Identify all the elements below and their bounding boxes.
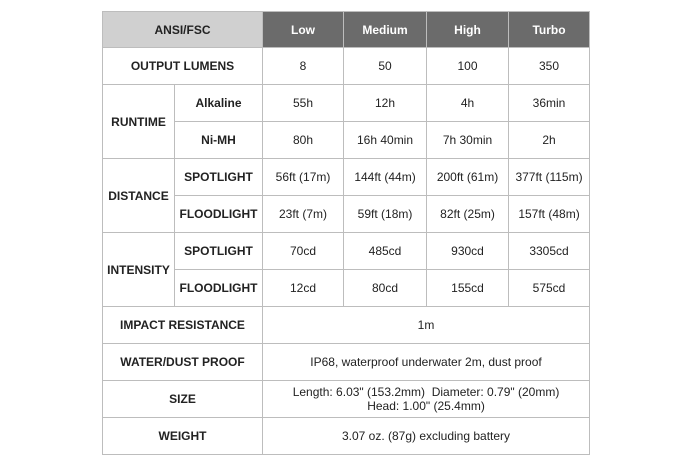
impact-resistance-label: IMPACT RESISTANCE	[103, 307, 263, 344]
intensity-floodlight-label: FLOODLIGHT	[175, 270, 263, 307]
distance-floodlight-turbo: 157ft (48m)	[509, 196, 590, 233]
intensity-floodlight-medium: 80cd	[344, 270, 427, 307]
distance-spotlight-label: SPOTLIGHT	[175, 159, 263, 196]
water-dust-proof-row	[103, 344, 590, 381]
size-label: SIZE	[103, 381, 263, 418]
intensity-spotlight-low: 70cd	[263, 233, 344, 270]
weight-value: 3.07 oz. (87g) excluding battery	[263, 418, 590, 455]
runtime-nimh-row	[103, 122, 590, 159]
mode-header-high: High	[427, 12, 509, 48]
distance-spotlight-low: 56ft (17m)	[263, 159, 344, 196]
intensity-floodlight-row	[103, 270, 590, 307]
runtime-nimh-turbo: 2h	[509, 122, 590, 159]
impact-resistance-value: 1m	[263, 307, 590, 344]
size-head-line: Head: 1.00" (25.4mm)	[367, 399, 485, 413]
mode-header-medium: Medium	[344, 12, 427, 48]
intensity-floodlight-low: 12cd	[263, 270, 344, 307]
runtime-alkaline-low: 55h	[263, 85, 344, 122]
runtime-alkaline-high: 4h	[427, 85, 509, 122]
size-value	[263, 381, 590, 418]
water-dust-proof-value: IP68, waterproof underwater 2m, dust proof	[263, 344, 590, 381]
runtime-nimh-low: 80h	[263, 122, 344, 159]
runtime-nimh-medium: 16h 40min	[344, 122, 427, 159]
distance-spotlight-row	[103, 159, 590, 196]
runtime-nimh-high: 7h 30min	[427, 122, 509, 159]
mode-header-low: Low	[263, 12, 344, 48]
impact-resistance-row	[103, 307, 590, 344]
output-lumens-medium: 50	[344, 48, 427, 85]
output-lumens-label: OUTPUT LUMENS	[103, 48, 263, 85]
intensity-floodlight-high: 155cd	[427, 270, 509, 307]
distance-spotlight-high: 200ft (61m)	[427, 159, 509, 196]
distance-floodlight-low: 23ft (7m)	[263, 196, 344, 233]
intensity-floodlight-turbo: 575cd	[509, 270, 590, 307]
size-row	[103, 381, 590, 418]
output-lumens-low: 8	[263, 48, 344, 85]
distance-spotlight-medium: 144ft (44m)	[344, 159, 427, 196]
weight-label: WEIGHT	[103, 418, 263, 455]
runtime-alkaline-label: Alkaline	[175, 85, 263, 122]
distance-floodlight-medium: 59ft (18m)	[344, 196, 427, 233]
size-dimensions-line: Length: 6.03" (153.2mm) Diameter: 0.79" (20mm)	[292, 385, 560, 399]
distance-spotlight-turbo: 377ft (115m)	[509, 159, 590, 196]
runtime-alkaline-turbo: 36min	[509, 85, 590, 122]
distance-floodlight-high: 82ft (25m)	[427, 196, 509, 233]
intensity-spotlight-turbo: 3305cd	[509, 233, 590, 270]
intensity-label: INTENSITY	[103, 233, 175, 307]
water-dust-proof-label: WATER/DUST PROOF	[103, 344, 263, 381]
distance-label: DISTANCE	[103, 159, 175, 233]
intensity-spotlight-row	[103, 233, 590, 270]
intensity-spotlight-medium: 485cd	[344, 233, 427, 270]
ansi-fsc-header: ANSI/FSC	[103, 12, 263, 48]
distance-floodlight-row	[103, 196, 590, 233]
runtime-label: RUNTIME	[103, 85, 175, 159]
output-lumens-row	[103, 48, 590, 85]
weight-row	[103, 418, 590, 455]
intensity-spotlight-label: SPOTLIGHT	[175, 233, 263, 270]
output-lumens-high: 100	[427, 48, 509, 85]
header-row	[103, 12, 590, 48]
runtime-alkaline-medium: 12h	[344, 85, 427, 122]
mode-header-turbo: Turbo	[509, 12, 590, 48]
specifications-table	[102, 11, 590, 455]
runtime-alkaline-row	[103, 85, 590, 122]
output-lumens-turbo: 350	[509, 48, 590, 85]
runtime-nimh-label: Ni-MH	[175, 122, 263, 159]
intensity-spotlight-high: 930cd	[427, 233, 509, 270]
distance-floodlight-label: FLOODLIGHT	[175, 196, 263, 233]
